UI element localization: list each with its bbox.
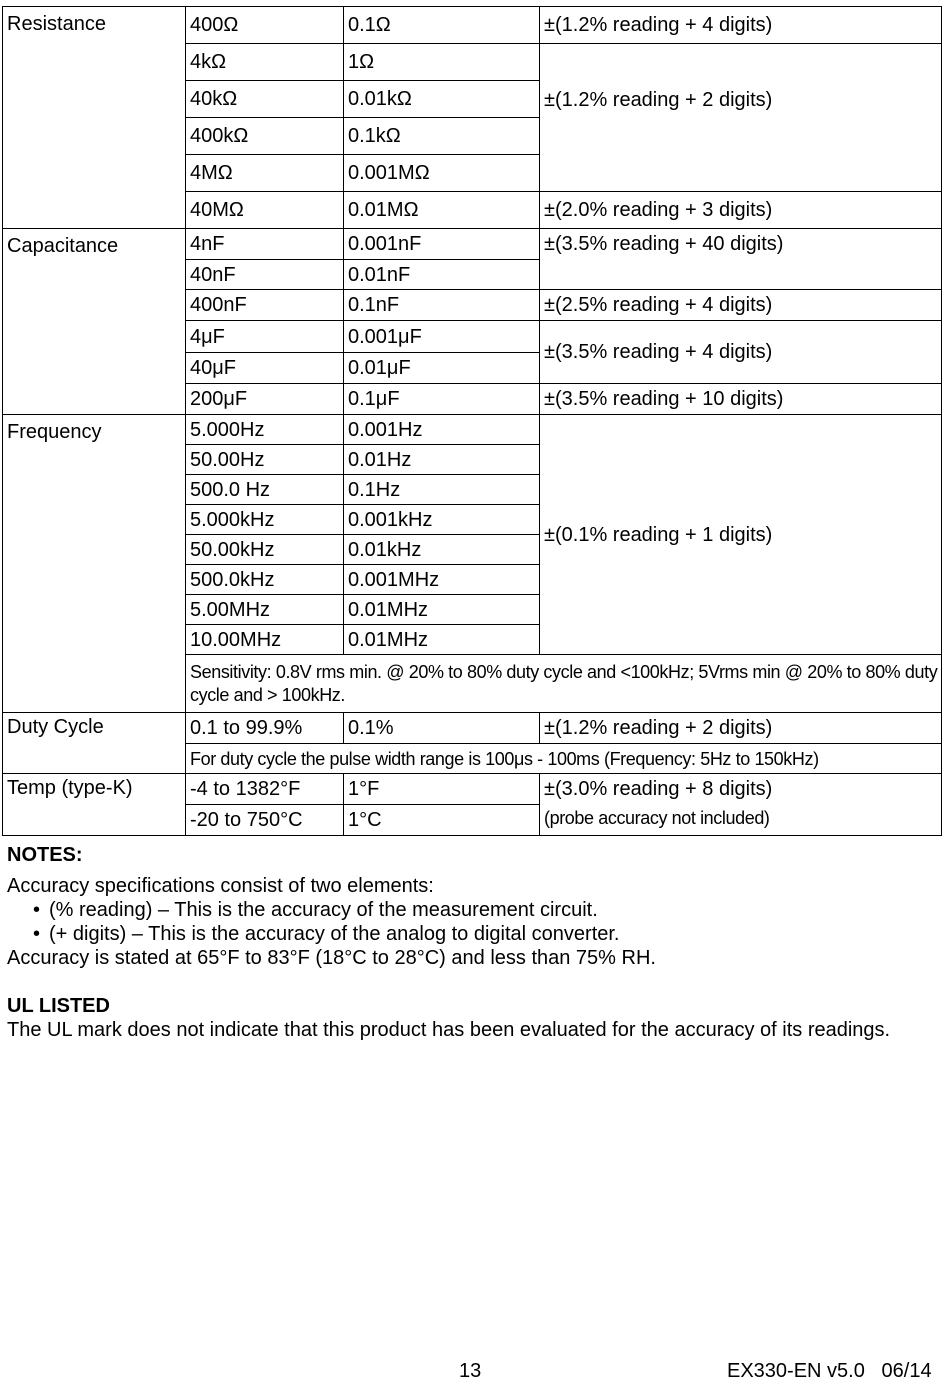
function-label: Capacitance [3, 229, 186, 415]
resolution-cell: 1°C [344, 805, 540, 836]
table-row [3, 7, 942, 44]
function-label: Frequency [3, 415, 186, 713]
resolution-cell: 0.001MHz [344, 565, 540, 595]
bullet-icon: • [33, 899, 41, 921]
resolution-cell: 0.001kHz [344, 505, 540, 535]
ul-section [7, 994, 890, 1042]
resolution-cell: 0.01MΩ [344, 192, 540, 229]
range-cell: 4kΩ [186, 44, 344, 81]
range-cell: 0.1 to 99.9% [186, 713, 344, 744]
table-row [3, 774, 942, 805]
range-cell: -20 to 750°C [186, 805, 344, 836]
function-label: Resistance [3, 7, 186, 229]
range-cell: 400kΩ [186, 118, 344, 155]
resolution-cell: 0.1Ω [344, 7, 540, 44]
duty-cycle-note: For duty cycle the pulse width range is 100μs - 100ms (Frequency: 5Hz to 150kHz) [186, 744, 942, 774]
resolution-cell: 0.01MHz [344, 595, 540, 625]
resolution-cell: 1°F [344, 774, 540, 805]
table-row [3, 415, 942, 445]
range-cell: 40nF [186, 260, 344, 290]
range-cell: -4 to 1382°F [186, 774, 344, 805]
resolution-cell: 1Ω [344, 44, 540, 81]
accuracy-cell: ±(1.2% reading + 2 digits) [540, 713, 942, 744]
range-cell: 50.00Hz [186, 445, 344, 475]
resolution-cell: 0.001nF [344, 229, 540, 260]
accuracy-cell: ±(3.5% reading + 4 digits) [540, 321, 942, 384]
range-cell: 200μF [186, 384, 344, 415]
accuracy-cell: ±(1.2% reading + 4 digits) [540, 7, 942, 44]
notes-intro: Accuracy specifications consist of two elements: [7, 875, 434, 897]
resolution-cell: 0.1Hz [344, 475, 540, 505]
accuracy-cell: ±(3.5% reading + 40 digits) [540, 229, 942, 290]
range-cell: 40kΩ [186, 81, 344, 118]
resolution-cell: 0.01kΩ [344, 81, 540, 118]
accuracy-cell: (probe accuracy not included) [540, 805, 942, 836]
list-item: • (+ digits) – This is the accuracy of the analog to digital converter. [33, 923, 620, 945]
resolution-cell: 0.001MΩ [344, 155, 540, 192]
resolution-cell: 0.01nF [344, 260, 540, 290]
accuracy-cell: ±(3.0% reading + 8 digits) [540, 774, 942, 805]
accuracy-conditions: Accuracy is stated at 65°F to 83°F (18°C to 28°C) and less than 75% RH. [7, 947, 656, 969]
range-cell: 4nF [186, 229, 344, 260]
range-cell: 40μF [186, 353, 344, 384]
notes-heading: NOTES: [7, 844, 83, 866]
accuracy-cell: ±(2.5% reading + 4 digits) [540, 290, 942, 321]
range-cell: 4μF [186, 321, 344, 353]
function-label: Temp (type-K) [3, 774, 186, 836]
notes-list [7, 898, 656, 946]
range-cell: 5.000kHz [186, 505, 344, 535]
range-cell: 40MΩ [186, 192, 344, 229]
specifications-table [2, 6, 942, 836]
resolution-cell: 0.1nF [344, 290, 540, 321]
page-number: 13 [459, 1360, 482, 1382]
sensitivity-note: Sensitivity: 0.8V rms min. @ 20% to 80% duty cycle and <100kHz; 5Vrms min @ 20% to 80% duty cycle and > 100kHz. [186, 655, 942, 713]
notes-section [7, 843, 656, 970]
range-cell: 400nF [186, 290, 344, 321]
resolution-cell: 0.01kHz [344, 535, 540, 565]
range-cell: 10.00MHz [186, 625, 344, 655]
range-cell: 5.00MHz [186, 595, 344, 625]
resolution-cell: 0.01MHz [344, 625, 540, 655]
range-cell: 400Ω [186, 7, 344, 44]
range-cell: 50.00kHz [186, 535, 344, 565]
accuracy-cell: ±(0.1% reading + 1 digits) [540, 415, 942, 655]
resolution-cell: 0.1% [344, 713, 540, 744]
resolution-cell: 0.01Hz [344, 445, 540, 475]
range-cell: 5.000Hz [186, 415, 344, 445]
list-item: • (% reading) – This is the accuracy of the measurement circuit. [33, 899, 598, 921]
accuracy-cell: ±(1.2% reading + 2 digits) [540, 44, 942, 192]
range-cell: 4MΩ [186, 155, 344, 192]
resolution-cell: 0.001μF [344, 321, 540, 353]
function-label: Duty Cycle [3, 713, 186, 774]
ul-heading: UL LISTED [7, 995, 110, 1017]
range-cell: 500.0 Hz [186, 475, 344, 505]
range-cell: 500.0kHz [186, 565, 344, 595]
resolution-cell: 0.1kΩ [344, 118, 540, 155]
resolution-cell: 0.001Hz [344, 415, 540, 445]
accuracy-cell: ±(2.0% reading + 3 digits) [540, 192, 942, 229]
table-row [3, 713, 942, 744]
table-row [3, 229, 942, 260]
resolution-cell: 0.01μF [344, 353, 540, 384]
accuracy-cell: ±(3.5% reading + 10 digits) [540, 384, 942, 415]
ul-text: The UL mark does not indicate that this product has been evaluated for the accuracy of its readings. [7, 1019, 891, 1041]
bullet-icon: • [33, 923, 41, 945]
document-id: EX330-EN v5.0 06/14 [727, 1360, 932, 1382]
resolution-cell: 0.1μF [344, 384, 540, 415]
